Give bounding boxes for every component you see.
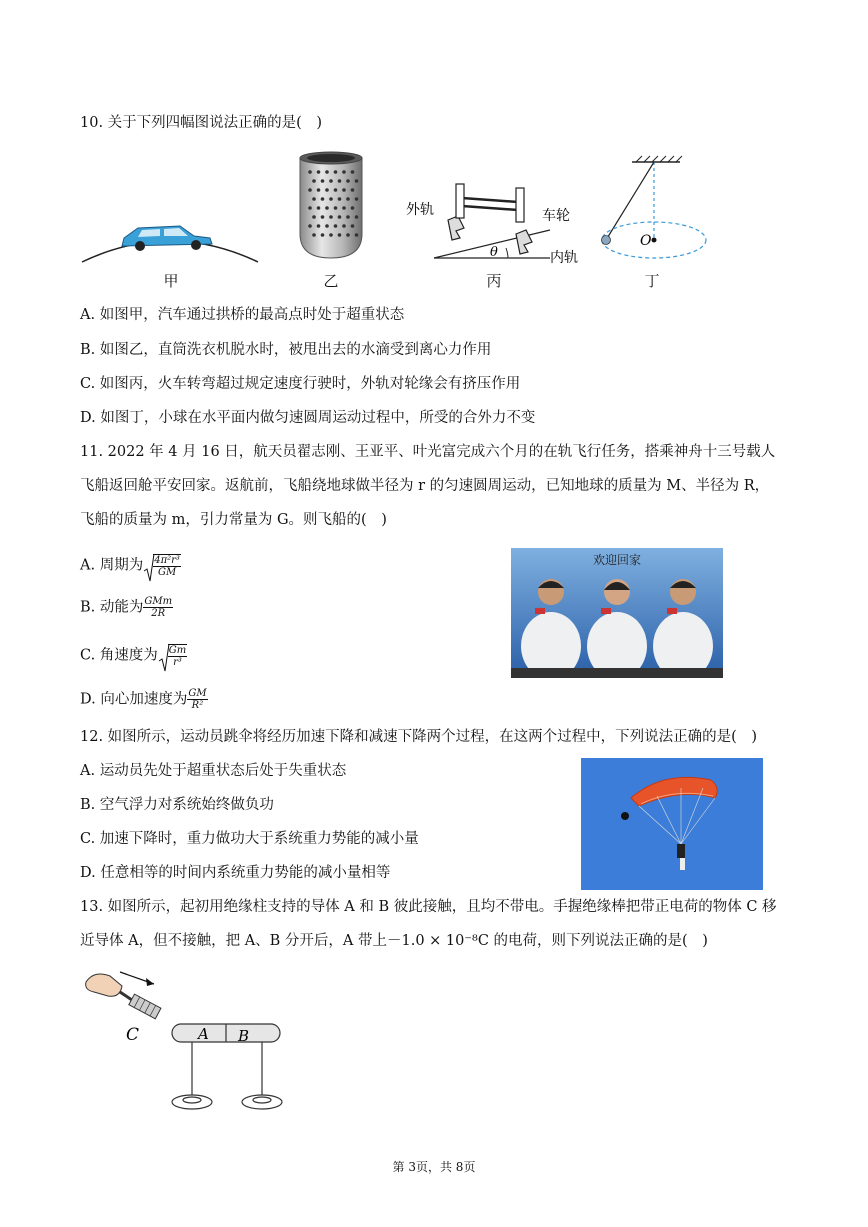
q10-option-b[interactable]: B. 如图乙，直筒洗衣机脱水时，被甩出去的水滴受到离心力作用 bbox=[80, 342, 492, 358]
q11-option-d[interactable]: D. 向心加速度为 $\frac{GM}{\text{R²}}$ bbox=[80, 688, 207, 711]
figure-rail-bank bbox=[400, 176, 590, 266]
q12-option-a[interactable]: A. 运动员先处于超重状态后处于失重状态 bbox=[80, 763, 347, 779]
q11-stem-line-3: 飞船的质量为 m，引力常量为 G。则飞船的( ) bbox=[80, 512, 387, 528]
label-center-o: O bbox=[640, 233, 652, 249]
label-c: C bbox=[126, 1025, 140, 1045]
q12-stem: 12. 如图所示，运动员跳伞将经历加速下降和减速下降两个过程，在这两个过程中，下列说法正确的是( ) bbox=[80, 729, 757, 745]
q10-option-a[interactable]: A. 如图甲，汽车通过拱桥的最高点时处于超重状态 bbox=[80, 307, 405, 323]
q12-option-c[interactable]: C. 加速下降时，重力做功大于系统重力势能的减小量 bbox=[80, 831, 419, 847]
label-b: B bbox=[238, 1027, 250, 1045]
q13-stem-line-1: 13. 如图所示，起初用绝缘柱支持的导体 A 和 B 彼此接触，且均不带电。手握绝缘棒把带正电荷的物体 C 移 bbox=[80, 899, 777, 915]
q13-stem-line-2: 近导体 A，但不接触，把 A、B 分开后，A 带上－1.0 × 10⁻⁸C 的电荷，则下列说法正确的是( ) bbox=[80, 933, 708, 949]
q12-option-b[interactable]: B. 空气浮力对系统始终做负功 bbox=[80, 797, 274, 813]
car-icon bbox=[122, 226, 212, 251]
label-wheel: 车轮 bbox=[542, 208, 570, 224]
photo-astronauts bbox=[511, 548, 723, 678]
caption-ding: 丁 bbox=[644, 272, 660, 290]
figure-car-bridge bbox=[80, 200, 260, 264]
q11-option-b[interactable]: B. 动能为 $\frac{\text{GMm}}{2R}$ bbox=[80, 596, 173, 619]
caption-bing: 丙 bbox=[486, 272, 502, 290]
figure-washing-drum bbox=[296, 150, 366, 262]
q11-option-d-text: D. 向心加速度为 bbox=[80, 691, 188, 708]
label-outer-rail: 外轨 bbox=[406, 202, 434, 218]
figure-conductors bbox=[80, 962, 290, 1116]
q12-option-d[interactable]: D. 任意相等的时间内系统重力势能的减小量相等 bbox=[80, 865, 391, 881]
caption-yi: 乙 bbox=[323, 272, 339, 290]
page-footer: 第 3页，共 8页 bbox=[392, 1160, 476, 1174]
q10-option-d[interactable]: D. 如图丁，小球在水平面内做匀速圆周运动过程中，所受的合外力不变 bbox=[80, 410, 536, 426]
q11-option-b-text: B. 动能为 bbox=[80, 599, 144, 616]
label-a: A bbox=[198, 1025, 209, 1043]
photo-caption: 欢迎回家 bbox=[592, 553, 642, 567]
q11-option-a[interactable]: A. 周期为 $\frac{\text{4π²r³}}{GM}$ bbox=[80, 553, 181, 578]
label-inner-rail: 内轨 bbox=[550, 250, 578, 266]
hand-icon bbox=[86, 974, 122, 996]
q11-option-c-text: C. 角速度为 bbox=[80, 647, 158, 664]
q10-option-c[interactable]: C. 如图丙，火车转弯超过规定速度行驶时，外轨对轮缘会有挤压作用 bbox=[80, 376, 521, 392]
ball-icon bbox=[602, 236, 611, 245]
bag-icon bbox=[621, 812, 629, 820]
q11-stem-line-2: 飞船返回舱平安回家。返航前，飞船绕地球做半径为 r 的匀速圆周运动，已知地球的质量为 M、半径为 R， bbox=[80, 478, 770, 494]
q11-stem-line-1: 11. 2022 年 4 月 16 日，航天员翟志刚、王亚平、叶光富完成六个月的在轨飞行任务，搭乘神舟十三号载人 bbox=[80, 444, 776, 460]
q11-option-a-text: A. 周期为 bbox=[80, 557, 144, 574]
photo-parachute bbox=[581, 758, 763, 890]
q10-stem: 10. 关于下列四幅图说法正确的是( ) bbox=[80, 115, 322, 131]
figure-conical-pendulum bbox=[596, 154, 712, 266]
label-theta: θ bbox=[490, 245, 498, 260]
q11-option-c[interactable]: C. 角速度为 $\frac{Gm}{\text{r³}}$ bbox=[80, 643, 187, 668]
caption-jia: 甲 bbox=[163, 272, 179, 290]
